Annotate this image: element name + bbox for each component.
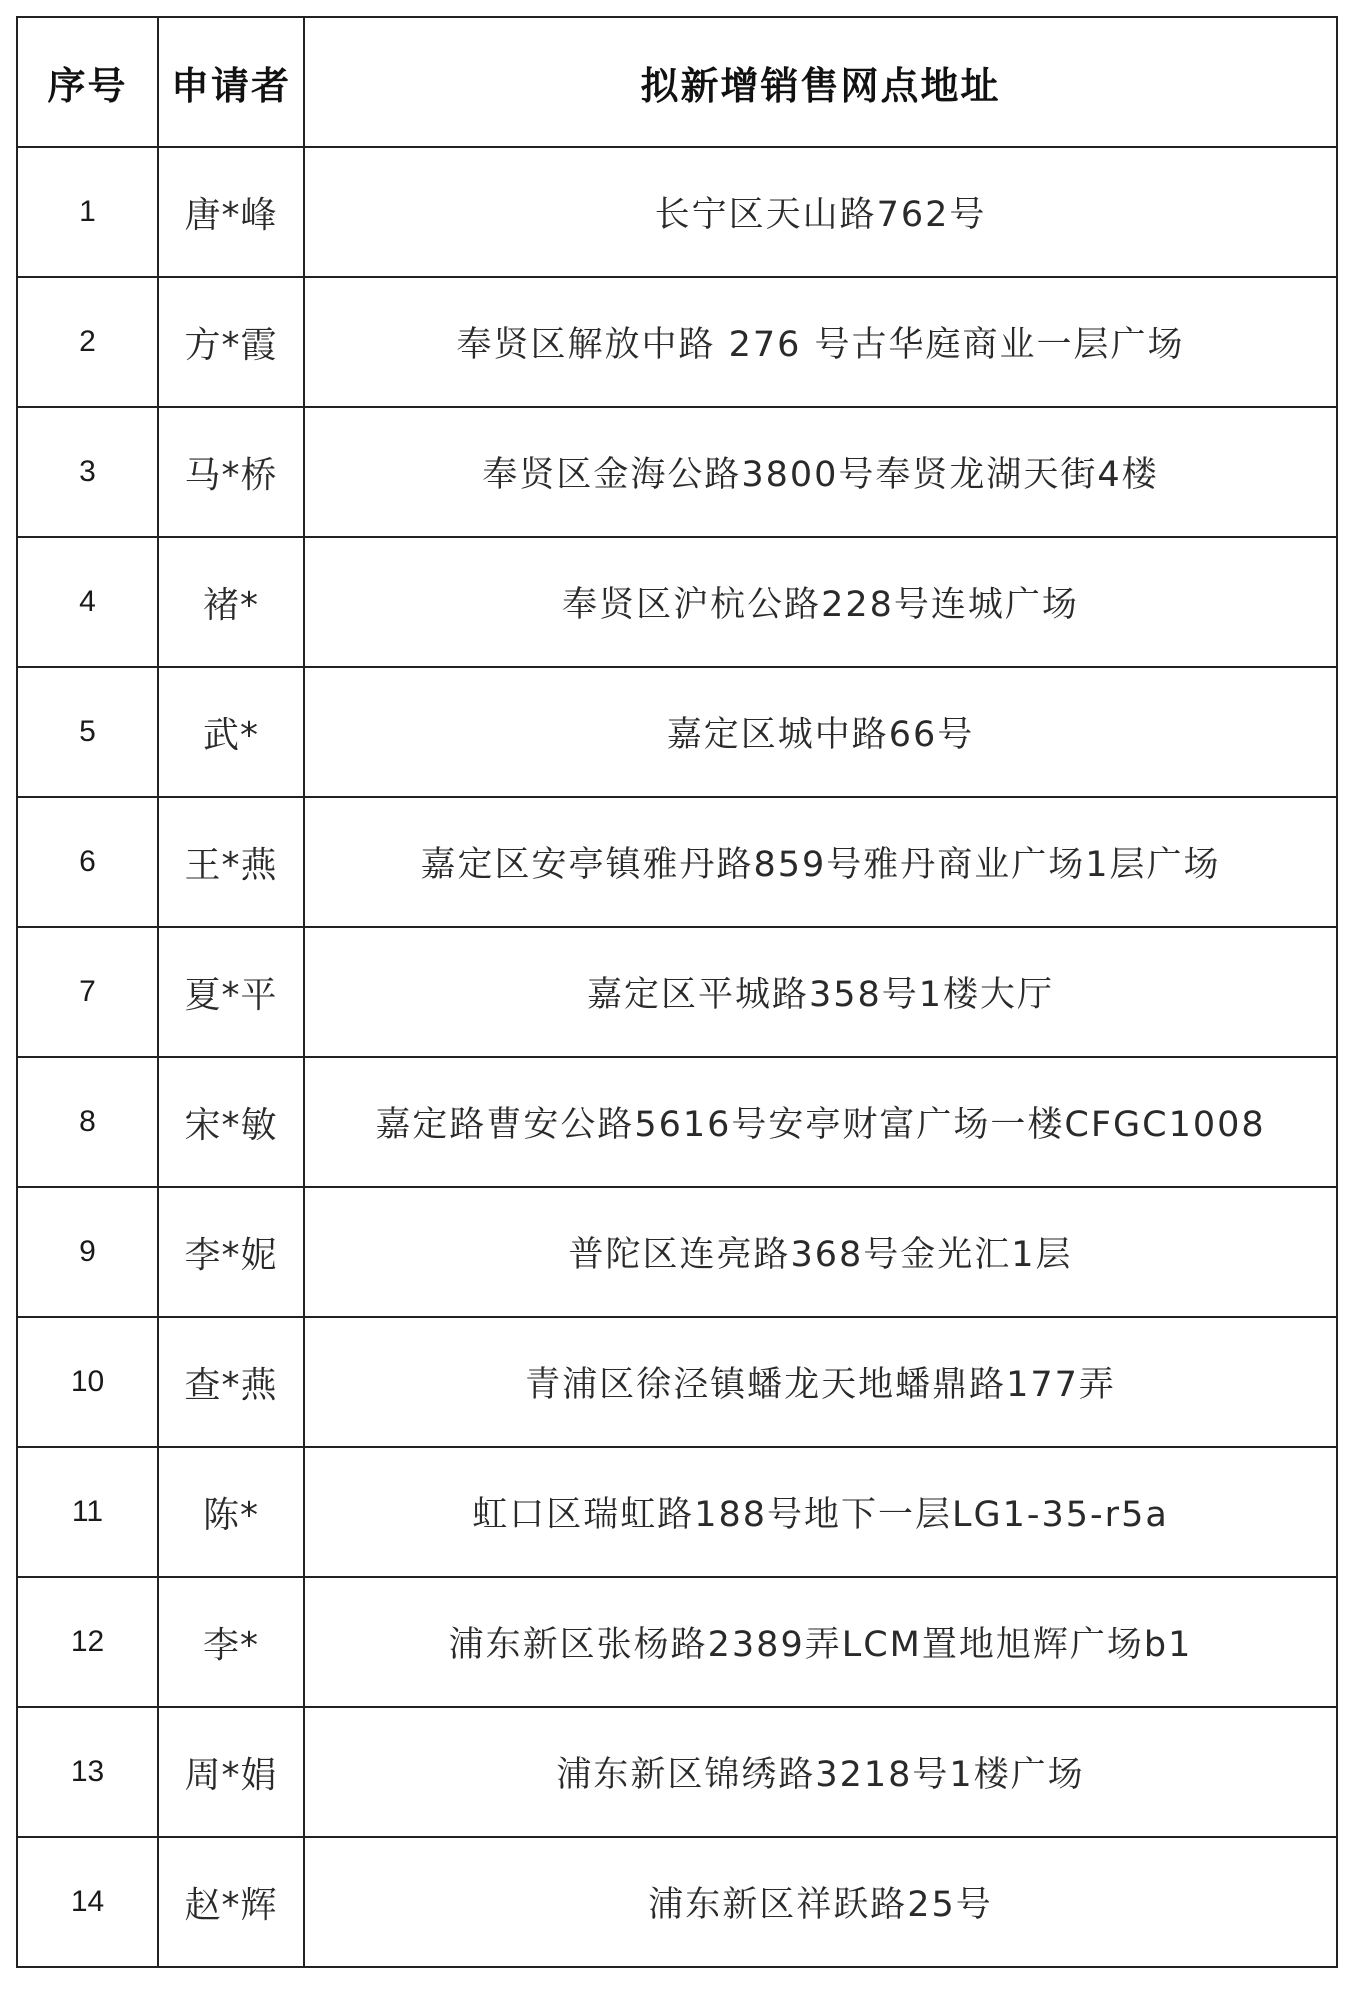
- address-cell: 嘉定区平城路358号1楼大厅: [304, 927, 1337, 1057]
- table-header: [17, 17, 1337, 147]
- address-cell: 浦东新区张杨路2389弄LCM置地旭辉广场b1: [304, 1577, 1337, 1707]
- header-address: 拟新增销售网点地址: [304, 17, 1337, 147]
- address-cell: 嘉定区安亭镇雅丹路859号雅丹商业广场1层广场: [304, 797, 1337, 927]
- table-row: [17, 277, 1337, 407]
- table-row: [17, 1447, 1337, 1577]
- serial-number-cell: 12: [17, 1577, 158, 1707]
- serial-number-cell: 14: [17, 1837, 158, 1967]
- address-cell: 青浦区徐泾镇蟠龙天地蟠鼎路177弄: [304, 1317, 1337, 1447]
- header-applicant: 申请者: [158, 17, 304, 147]
- address-cell: 奉贤区金海公路3800号奉贤龙湖天街4楼: [304, 407, 1337, 537]
- address-cell: 普陀区连亮路368号金光汇1层: [304, 1187, 1337, 1317]
- address-cell: 嘉定区城中路66号: [304, 667, 1337, 797]
- table-row: [17, 927, 1337, 1057]
- table-row: [17, 797, 1337, 927]
- serial-number-cell: 4: [17, 537, 158, 667]
- serial-number-cell: 3: [17, 407, 158, 537]
- applicant-cell: 马*桥: [158, 407, 304, 537]
- header-row: [17, 17, 1337, 147]
- table-row: [17, 407, 1337, 537]
- serial-number-cell: 7: [17, 927, 158, 1057]
- table-row: [17, 1707, 1337, 1837]
- applicant-cell: 褚*: [158, 537, 304, 667]
- header-serial-number: 序号: [17, 17, 158, 147]
- serial-number-cell: 6: [17, 797, 158, 927]
- table-row: [17, 1577, 1337, 1707]
- table-row: [17, 537, 1337, 667]
- applicant-cell: 夏*平: [158, 927, 304, 1057]
- applicant-cell: 赵*辉: [158, 1837, 304, 1967]
- serial-number-cell: 11: [17, 1447, 158, 1577]
- address-cell: 奉贤区沪杭公路228号连城广场: [304, 537, 1337, 667]
- table-row: [17, 1187, 1337, 1317]
- table-body: [17, 147, 1337, 1967]
- applicant-cell: 武*: [158, 667, 304, 797]
- sales-outlet-table: [16, 16, 1338, 1968]
- table-row: [17, 1057, 1337, 1187]
- address-cell: 长宁区天山路762号: [304, 147, 1337, 277]
- table-row: [17, 147, 1337, 277]
- applicant-cell: 宋*敏: [158, 1057, 304, 1187]
- serial-number-cell: 5: [17, 667, 158, 797]
- serial-number-cell: 10: [17, 1317, 158, 1447]
- address-cell: 浦东新区锦绣路3218号1楼广场: [304, 1707, 1337, 1837]
- applicant-cell: 陈*: [158, 1447, 304, 1577]
- serial-number-cell: 1: [17, 147, 158, 277]
- serial-number-cell: 2: [17, 277, 158, 407]
- applicant-cell: 唐*峰: [158, 147, 304, 277]
- applicant-cell: 李*: [158, 1577, 304, 1707]
- address-cell: 嘉定路曹安公路5616号安亭财富广场一楼CFGC1008: [304, 1057, 1337, 1187]
- address-cell: 浦东新区祥跃路25号: [304, 1837, 1337, 1967]
- applicant-cell: 王*燕: [158, 797, 304, 927]
- serial-number-cell: 9: [17, 1187, 158, 1317]
- applicant-cell: 周*娟: [158, 1707, 304, 1837]
- address-cell: 奉贤区解放中路 276 号古华庭商业一层广场: [304, 277, 1337, 407]
- table-row: [17, 1317, 1337, 1447]
- applicant-cell: 李*妮: [158, 1187, 304, 1317]
- serial-number-cell: 8: [17, 1057, 158, 1187]
- table-row: [17, 667, 1337, 797]
- serial-number-cell: 13: [17, 1707, 158, 1837]
- address-cell: 虹口区瑞虹路188号地下一层LG1-35-r5a: [304, 1447, 1337, 1577]
- applicant-cell: 方*霞: [158, 277, 304, 407]
- applicant-cell: 查*燕: [158, 1317, 304, 1447]
- table-row: [17, 1837, 1337, 1967]
